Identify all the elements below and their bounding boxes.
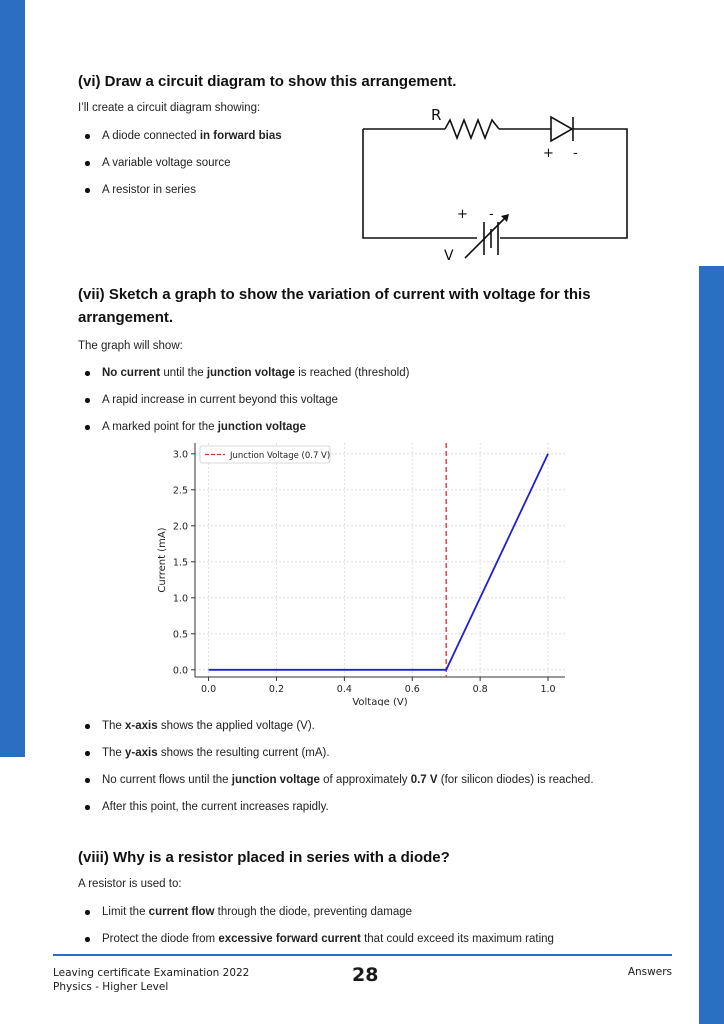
y-tick-label: 0.0: [172, 665, 188, 677]
circuit-wire: [500, 129, 627, 238]
section-vi-intro: I’ll create a circuit diagram showing:: [78, 102, 261, 114]
list-item: A marked point for the junction voltage: [80, 420, 409, 434]
section-vii-after-bullets: [80, 719, 594, 814]
section-viii-intro: A resistor is used to:: [78, 878, 182, 890]
y-tick-label: 1.0: [172, 593, 188, 605]
right-accent-bar: [699, 266, 724, 1024]
x-tick-label: 0.6: [404, 684, 420, 695]
section-vii-bullets: [80, 366, 409, 434]
y-axis-label: Current (mA): [157, 527, 168, 593]
left-accent-bar: [0, 0, 25, 757]
section-viii-heading: (viii) Why is a resistor placed in series with a diode?: [78, 849, 450, 866]
list-item: Limit the current flow through the diode, preventing damage: [80, 905, 554, 919]
list-item: The y-axis shows the resulting current (mA).: [80, 746, 594, 760]
y-tick-label: 2.5: [172, 485, 188, 497]
x-tick-label: 1.0: [540, 684, 556, 695]
footer-subject: Physics - Higher Level: [53, 981, 169, 993]
y-tick-label: 3.0: [172, 449, 188, 461]
diode-plus-label: +: [543, 146, 554, 161]
list-item: A variable voltage source: [80, 156, 282, 170]
section-vi-bullets: [80, 129, 282, 197]
diode-symbol: [551, 117, 572, 141]
list-item: A resistor in series: [80, 183, 282, 197]
footer-exam-title: Leaving certificate Examination 2022: [53, 967, 250, 979]
list-item: A rapid increase in current beyond this voltage: [80, 393, 409, 407]
y-tick-label: 1.5: [172, 557, 188, 569]
section-vii-heading: (vii) Sketch a graph to show the variation of current with voltage for this arrangement.: [78, 286, 591, 326]
section-vi-heading: (vi) Draw a circuit diagram to show this arrangement.: [78, 73, 457, 90]
list-item: No current until the junction voltage is reached (threshold): [80, 366, 409, 380]
x-tick-label: 0.0: [201, 684, 217, 695]
x-axis-label: Voltage (V): [352, 697, 408, 706]
x-tick-label: 0.4: [336, 684, 352, 695]
legend-label: Junction Voltage (0.7 V): [230, 451, 331, 461]
section-vii-intro: The graph will show:: [78, 340, 183, 352]
list-item: Protect the diode from excessive forward current that could exceed its maximum rating: [80, 932, 554, 946]
y-tick-label: 0.5: [172, 629, 188, 641]
page-number: 28: [352, 964, 379, 986]
list-item: After this point, the current increases rapidly.: [80, 800, 594, 814]
x-tick-label: 0.8: [472, 684, 488, 695]
resistor-zigzag: [445, 120, 499, 138]
x-tick-label: 0.2: [268, 684, 285, 695]
source-label: V: [444, 248, 454, 264]
resistor-label: R: [431, 106, 442, 124]
diode-minus-label: -: [573, 146, 578, 161]
source-plus-label: +: [457, 207, 468, 222]
list-item: No current flows until the junction voltage of approximately 0.7 V (for silicon diodes) is reached.: [80, 773, 594, 787]
iv-chart: [150, 438, 590, 706]
footer-section-label: Answers: [627, 966, 672, 978]
list-item: A diode connected in forward bias: [80, 129, 282, 143]
source-minus-label: -: [489, 207, 494, 222]
section-viii-bullets: [80, 905, 554, 946]
list-item: The x-axis shows the applied voltage (V).: [80, 719, 594, 733]
y-tick-label: 2.0: [172, 521, 188, 533]
footer-exam-info: [53, 966, 249, 994]
circuit-diagram: [355, 100, 645, 270]
footer-divider: [53, 954, 672, 956]
